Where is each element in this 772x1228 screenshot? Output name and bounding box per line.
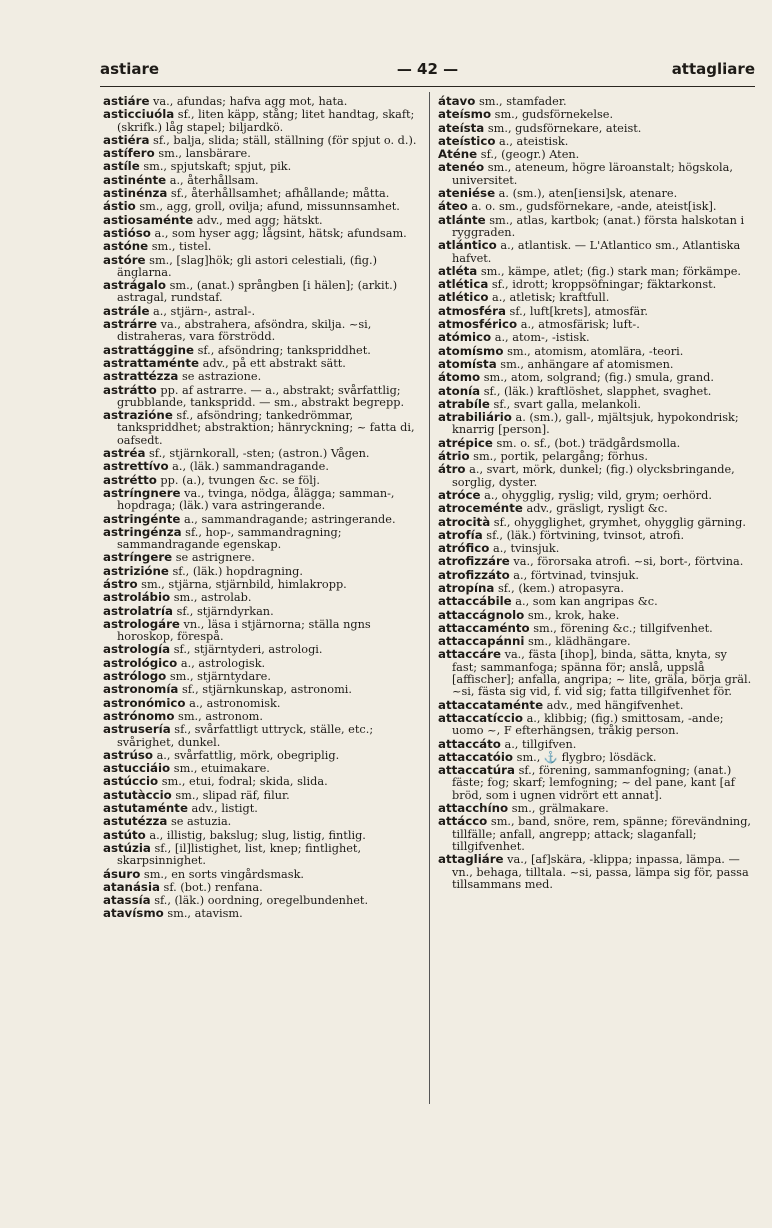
dictionary-entry: [103, 187, 420, 200]
headword: astrazióne: [103, 408, 173, 423]
headword: atrocità: [438, 514, 491, 529]
dictionary-entry: [438, 502, 755, 515]
dictionary-entry: [103, 710, 420, 723]
headword: atmosféra: [438, 303, 506, 318]
definition: sf., afsöndring; tankedrömmar, tankspriddhet; abstraktion; hänryckning; ~ fatta di, oafsedt.: [117, 409, 415, 447]
dictionary-entry: [103, 318, 420, 344]
definition: sm., atavism.: [167, 907, 243, 921]
definition: sm., kämpe, atlet; (fig.) stark man; förkämpe.: [480, 264, 742, 278]
headword: atrabiliário: [438, 410, 512, 425]
definition: sm., anhängare af atomismen.: [500, 357, 674, 371]
dictionary-entry: [438, 358, 755, 371]
definition: a., illistig, bakslug; slug, listig, fintlig.: [149, 828, 366, 842]
definition: sm., astrolab.: [173, 591, 252, 605]
dictionary-entry: [103, 881, 420, 894]
headword: astrettívo: [103, 459, 169, 474]
headword: astutàccio: [103, 787, 172, 802]
dictionary-entry: [103, 134, 420, 147]
headword: atrépice: [438, 435, 493, 450]
dictionary-entry: [103, 227, 420, 240]
definition: sf., hop-, sammandragning; sammandragande egenskap.: [117, 525, 342, 552]
headword: astúccio: [103, 774, 159, 789]
headword: astronómico: [103, 695, 186, 710]
dictionary-entry: [438, 371, 755, 384]
definition: va., tvinga, nödga, ålägga; samman-, hopdraga; (läk.) vara astringerande.: [117, 486, 395, 513]
definition: sm., agg, groll, ovilja; afund, missunnsamhet.: [139, 200, 400, 214]
definition: sf., stjärntyderi, astrologi.: [173, 643, 323, 657]
definition: a., ateistisk.: [499, 134, 569, 148]
dictionary-entry: [438, 95, 755, 108]
definition: sf., förening, sammanfogning; (anat.) fäste; fog; skarf; lemfogning; ~ del pane, kant [af bröd, som i ugnen vidrört ett annat].: [452, 764, 735, 802]
left-column: [103, 95, 420, 921]
headword: astrológico: [103, 655, 178, 670]
definition: adv., med agg; hätskt.: [196, 213, 323, 227]
definition: sm., stjärntydare.: [169, 670, 271, 684]
headword: astúzia: [103, 840, 151, 855]
headword: astífero: [103, 146, 155, 161]
definition: sf., svårfattligt uttryck, ställe, etc.; svårighet, dunkel.: [117, 723, 374, 749]
dictionary-entry: [103, 802, 420, 815]
headword: astringénte: [103, 511, 181, 526]
headword: atlética: [438, 277, 489, 292]
definition: a., stjärn-, astral-.: [153, 304, 256, 318]
definition: sm., atomism, atomlära, -teori.: [507, 344, 684, 358]
headword: astrattággine: [103, 342, 194, 357]
headword: astríngnere: [103, 485, 181, 500]
headword: atmosférico: [438, 317, 518, 332]
dictionary-entry: [103, 384, 420, 410]
definition: va., [af]skära, -klippa; inpassa, lämpa. — vn., behaga, tilltala. ~si, passa, lämpa sig för, passa tillsammans med.: [452, 853, 749, 891]
definition: a., ohygglig, ryslig; vild, grym; oerhörd.: [484, 488, 712, 502]
headword: attaccataménte: [438, 697, 544, 712]
header-rule: [100, 86, 755, 87]
definition: va., afundas; hafva agg mot, hata.: [153, 95, 348, 108]
definition: a., atletisk; kraftfull.: [492, 291, 610, 305]
headword: astrizióne: [103, 563, 169, 578]
dictionary-entry: [438, 635, 755, 648]
headword: attacchíno: [438, 801, 509, 816]
definition: sf., stjärndyrkan.: [176, 604, 274, 618]
headword: astronomía: [103, 682, 179, 697]
headword: astrólogo: [103, 669, 167, 684]
headword: atroceménte: [438, 501, 523, 516]
column-divider: [429, 92, 430, 1104]
definition: sm., [slag]hök; gli astori celestiali, (fig.) änglarna.: [117, 253, 378, 279]
definition: sm., gudsförnekelse.: [494, 108, 614, 122]
dictionary-entry: [438, 398, 755, 411]
dictionary-entry: [103, 409, 420, 447]
definition: pp. (a.), tvungen &c. se följ.: [160, 473, 320, 487]
definition: a., förtvinad, tvinsjuk.: [513, 568, 639, 582]
headword: astúto: [103, 827, 146, 842]
definition: sf., (geogr.) Aten.: [480, 148, 580, 162]
headword: atomísmo: [438, 343, 504, 358]
dictionary-entry: [438, 200, 755, 213]
dictionary-entry: [438, 815, 755, 853]
page-number: — 42 —: [396, 60, 459, 78]
definition: sf., [il]listighet, list, knep; fintlighet, skarpsinnighet.: [117, 841, 362, 868]
headword: attaccábile: [438, 594, 512, 609]
headword: atenéo: [438, 160, 485, 175]
dictionary-entry: [103, 565, 420, 578]
definition: sm., stamfader.: [478, 95, 567, 108]
headword: atrofizzáre: [438, 554, 510, 569]
dictionary-entry: [438, 489, 755, 502]
dictionary-entry: [438, 239, 755, 265]
definition: sf., idrott; kroppsöfningar; fäktarkonst.: [491, 278, 717, 292]
definition: sf., luft[krets], atmosfär.: [509, 304, 649, 318]
dictionary-entry: [438, 291, 755, 304]
headword: ateísmo: [438, 107, 492, 122]
definition: sf., afsöndring; tankspriddhet.: [197, 343, 371, 357]
dictionary-entry: [103, 789, 420, 802]
dictionary-entry: [438, 648, 755, 698]
definition: sm., klädhängare.: [528, 635, 631, 649]
headword: attácco: [438, 814, 488, 829]
headword: atléta: [438, 263, 478, 278]
definition: a., återhållsam.: [169, 173, 259, 187]
headword: atanásia: [103, 879, 160, 894]
headword: ateístico: [438, 133, 496, 148]
headword: atrabíle: [438, 396, 490, 411]
dictionary-entry: [103, 487, 420, 513]
dictionary-entry: [438, 385, 755, 398]
definition: sm., grälmakare.: [511, 802, 609, 816]
headword: atlántico: [438, 238, 497, 253]
dictionary-entry: [438, 516, 755, 529]
headword: attaccapánni: [438, 634, 525, 649]
dictionary-entry: [103, 147, 420, 160]
dictionary-entry: [103, 775, 420, 788]
headword: astucciáio: [103, 761, 171, 776]
definition: sf., (läk.) förtvining, tvinsot, atrofi.: [486, 528, 685, 542]
dictionary-entry: [438, 622, 755, 635]
definition: sf., stjärnkorall, -sten; (astron.) Vågen.: [149, 447, 370, 461]
definition: a., astrologisk.: [180, 656, 266, 670]
dictionary-entry: [438, 555, 755, 568]
page-header: [100, 60, 755, 84]
dictionary-entry: [438, 699, 755, 712]
dictionary-entry: [438, 738, 755, 751]
dictionary-entry: [103, 762, 420, 775]
headword: atrófico: [438, 541, 490, 556]
definition: a., atlantisk. — L'Atlantico sm., Atlantiska hafvet.: [452, 239, 741, 265]
definition: sm., (anat.) språngben [i hälen]; (arkit.) astragal, rundstaf.: [117, 279, 398, 305]
dictionary-entry: [103, 670, 420, 683]
headword: astinénza: [103, 186, 168, 201]
dictionary-entry: [103, 749, 420, 762]
headword: astringénza: [103, 524, 182, 539]
headword: attaccágnolo: [438, 607, 525, 622]
dictionary-entry: [103, 526, 420, 552]
definition: sf., (läk.) kraftlöshet, slapphet, svaghet.: [483, 384, 712, 398]
definition: a., astronomisk.: [189, 696, 281, 710]
definition: sm., förening &c.; tillgifvenhet.: [533, 621, 713, 635]
dictionary-entry: [103, 907, 420, 920]
headword: astrattaménte: [103, 355, 199, 370]
headword: atassía: [103, 893, 151, 908]
definition: sf., (läk.) oordning, oregelbundenhet.: [154, 894, 369, 908]
definition: sm., portik, pelargång; förhus.: [473, 450, 648, 464]
headword: astrétto: [103, 472, 157, 487]
dictionary-entry: [103, 214, 420, 227]
definition: a., svart, mörk, dunkel; (fig.) olycksbringande, sorglig, dyster.: [452, 463, 735, 489]
dictionary-entry: [438, 278, 755, 291]
headword: atavísmo: [103, 906, 164, 921]
definition: a. (sm.), gall-, mjältsjuk, hypokondrisk; knarrig [person].: [452, 411, 739, 437]
definition: adv., gräsligt, rysligt &c.: [526, 502, 668, 516]
definition: sf., (läk.) hopdragning.: [172, 564, 303, 578]
dictionary-entry: [103, 551, 420, 564]
definition: va., fästa [ihop], binda, sätta, knyta, sy fast; sammanfoga; spänna för; anslå, uppslå [affischer]; anfalla, angripa; ~ lite, gräla, börja gräl. ~si, fästa sig vid, f. vid sig; fatta tillgifvenhet för.: [452, 648, 752, 699]
definition: adv., listigt.: [191, 802, 258, 816]
headword: attaccaménto: [438, 620, 530, 635]
headword: atrofía: [438, 527, 483, 542]
headword: atlético: [438, 290, 489, 305]
headword: ateísta: [438, 120, 485, 135]
headword: attagliáre: [438, 852, 504, 867]
definition: a. (sm.), aten[iensi]sk, atenare.: [498, 187, 678, 201]
definition: a., klibbig; (fig.) smittosam, -ande; uomo ~, F efterhängsen, tråkig person.: [452, 711, 724, 738]
headword: ástio: [103, 199, 136, 214]
definition: a., (läk.) sammandragande.: [172, 460, 329, 474]
dictionary-entry: [438, 463, 755, 489]
right-column: [438, 95, 755, 891]
dictionary-entry: [103, 240, 420, 253]
dictionary-entry: [103, 474, 420, 487]
definition: vn., läsa i stjärnorna; ställa ngns horoskop, förespå.: [117, 617, 371, 644]
dictionary-entry: [438, 214, 755, 240]
headword: atómico: [438, 330, 492, 345]
headword: Aténe: [438, 147, 478, 162]
headword: atonía: [438, 383, 481, 398]
dictionary-entry: [103, 842, 420, 868]
dictionary-entry: [103, 370, 420, 383]
dictionary-entry: [103, 723, 420, 749]
definition: sf., stjärnkunskap, astronomi.: [181, 683, 352, 697]
headword: astrattézza: [103, 369, 179, 384]
headword: astrágalo: [103, 278, 166, 293]
dictionary-entry: [438, 764, 755, 802]
dictionary-entry: [103, 447, 420, 460]
definition: sf., liten käpp, stång; litet handtag, skaft; (skrifk.) låg stapel; biljardkö.: [117, 108, 415, 134]
headword: astríngere: [103, 550, 173, 565]
definition: a., som kan angripas &c.: [515, 595, 658, 609]
definition: sf., återhållsamhet; afhållande; måtta.: [170, 187, 390, 201]
dictionary-entry: [438, 148, 755, 161]
dictionary-entry: [103, 578, 420, 591]
definition: a. o. sm., gudsförnekare, -ande, ateist[isk].: [471, 200, 717, 214]
dictionary-entry: [438, 542, 755, 555]
dictionary-entry: [438, 712, 755, 738]
dictionary-entry: [438, 437, 755, 450]
dictionary-entry: [103, 618, 420, 644]
headword: attaccatúra: [438, 763, 515, 778]
definition: sf., (kem.) atropasyra.: [497, 581, 624, 595]
dictionary-entry: [103, 868, 420, 881]
dictionary-entry: [438, 187, 755, 200]
dictionary-entry: [438, 331, 755, 344]
definition: se astuzia.: [170, 815, 232, 829]
headword: átomo: [438, 370, 481, 385]
dictionary-entry: [103, 829, 420, 842]
definition: sf., svart galla, melankoli.: [493, 397, 641, 411]
dictionary-entry: [103, 815, 420, 828]
definition: a., tillgifven.: [504, 737, 577, 751]
dictionary-entry: [103, 108, 420, 134]
dictionary-entry: [438, 802, 755, 815]
definition: sm., atlas, kartbok; (anat.) första halskotan i ryggraden.: [452, 213, 745, 239]
dictionary-entry: [103, 513, 420, 526]
headword: asticciuóla: [103, 107, 175, 122]
definition: sm., astronom.: [178, 709, 263, 723]
dictionary-entry: [438, 305, 755, 318]
headword: astrónomo: [103, 708, 175, 723]
headword: ásuro: [103, 866, 141, 881]
headword: astrologáre: [103, 616, 180, 631]
headword: atropína: [438, 580, 495, 595]
dictionary-entry: [103, 683, 420, 696]
headword: átrio: [438, 449, 470, 464]
definition: sm. o. sf., (bot.) trädgårdsmolla.: [496, 436, 681, 450]
left-guide-word: astiare: [100, 60, 160, 78]
definition: a., atom-, -istisk.: [494, 331, 590, 345]
dictionary-entry: [438, 751, 755, 764]
dictionary-entry: [438, 609, 755, 622]
dictionary-entry: [438, 411, 755, 437]
headword: atrofizzáto: [438, 567, 510, 582]
dictionary-entry: [103, 894, 420, 907]
headword: astrárre: [103, 317, 158, 332]
definition: sm., lansbärare.: [158, 147, 251, 161]
definition: a., tvinsjuk.: [492, 542, 560, 556]
headword: astiosaménte: [103, 212, 194, 227]
dictionary-entry: [103, 344, 420, 357]
definition: a., sammandragande; astringerande.: [183, 512, 396, 526]
headword: attaccáto: [438, 736, 501, 751]
definition: se astrignere.: [175, 551, 255, 565]
headword: attaccatóio: [438, 749, 514, 764]
definition: sm., spjutskaft; spjut, pik.: [143, 160, 292, 174]
headword: astrolábio: [103, 590, 171, 605]
headword: ástro: [103, 576, 138, 591]
dictionary-entry: [103, 357, 420, 370]
dictionary-entry: [103, 160, 420, 173]
definition: va., abstrahera, afsöndra, skilja. ~si, distraheras, vara förströdd.: [117, 318, 372, 344]
definition: sm., band, snöre, rem, spänne; förevändning, tillfälle; anfall, angrepp; attack; slaganfall; tillgifvenhet.: [452, 815, 752, 853]
dictionary-entry: [103, 591, 420, 604]
definition: sm., ateneum, högre läroanstalt; högskola, universitet.: [452, 161, 733, 187]
dictionary-entry: [438, 582, 755, 595]
dictionary-entry: [438, 122, 755, 135]
definition: sm., stjärna, stjärnbild, himlakropp.: [141, 577, 347, 591]
headword: atomísta: [438, 356, 497, 371]
definition: sm., atom, solgrand; (fig.) smula, grand.: [483, 371, 714, 385]
right-guide-word: attagliare: [671, 60, 755, 78]
dictionary-entry: [438, 450, 755, 463]
dictionary-entry: [103, 460, 420, 473]
headword: astrúso: [103, 747, 153, 762]
dictionary-entry: [438, 853, 755, 891]
definition: a., svårfattlig, mörk, obegriplig.: [156, 748, 340, 762]
dictionary-entry: [438, 135, 755, 148]
definition: sm., etui, fodral; skida, slida.: [161, 775, 328, 789]
headword: astíle: [103, 159, 140, 174]
headword: astréa: [103, 446, 146, 461]
definition: adv., på ett abstrakt sätt.: [202, 356, 346, 370]
definition: va., förorsaka atrofi. ~si, bort-, förtvina.: [513, 555, 744, 569]
headword: astiéra: [103, 132, 150, 147]
dictionary-entry: [103, 657, 420, 670]
definition: sm., ⚓ flygbro; lösdäck.: [516, 750, 657, 764]
headword: astrusería: [103, 722, 171, 737]
headword: ateniése: [438, 186, 496, 201]
headword: attaccatíccio: [438, 710, 523, 725]
definition: a., atmosfärisk; luft-.: [520, 318, 640, 332]
headword: atróce: [438, 487, 481, 502]
dictionary-entry: [103, 605, 420, 618]
definition: sm., en sorts vingårdsmask.: [143, 867, 305, 881]
headword: átro: [438, 462, 466, 477]
definition: sm., etuimakare.: [173, 762, 270, 776]
headword: astóre: [103, 252, 146, 267]
headword: astutaménte: [103, 801, 188, 816]
definition: sm., slipad räf, filur.: [175, 788, 290, 802]
dictionary-entry: [438, 345, 755, 358]
dictionary-entry: [438, 108, 755, 121]
definition: sm., tistel.: [151, 240, 212, 254]
headword: astrátto: [103, 382, 157, 397]
headword: áteo: [438, 199, 468, 214]
headword: astinénte: [103, 172, 167, 187]
definition: sf., balja, slida; ställ, ställning (för spjut o. d.).: [153, 133, 417, 147]
dictionary-entry: [103, 279, 420, 305]
definition: sf. (bot.) renfana.: [163, 880, 263, 894]
dictionary-entry: [438, 569, 755, 582]
definition: adv., med hängifvenhet.: [546, 698, 684, 712]
dictionary-entry: [438, 529, 755, 542]
definition: pp. af astrarre. — a., abstrakt; svårfattlig; grubblande, tankspridd. — sm., abstrakt begrepp.: [117, 383, 405, 409]
dictionary-entry: [103, 200, 420, 213]
definition: sm., gudsförnekare, ateist.: [487, 121, 642, 135]
headword: astutézza: [103, 814, 168, 829]
headword: astiáre: [103, 94, 150, 108]
headword: astrolatría: [103, 603, 174, 618]
dictionary-entry: [103, 305, 420, 318]
headword: astóne: [103, 239, 149, 254]
headword: astrále: [103, 303, 150, 318]
definition: se astrazione.: [181, 370, 262, 384]
dictionary-entry: [438, 265, 755, 278]
dictionary-entry: [438, 161, 755, 187]
headword: atlánte: [438, 212, 486, 227]
dictionary-entry: [103, 697, 420, 710]
definition: sm., krok, hake.: [527, 608, 620, 622]
dictionary-entry: [103, 95, 420, 108]
dictionary-entry: [438, 595, 755, 608]
definition: a., som hyser agg; lågsint, hätsk; afundsam.: [154, 226, 407, 240]
headword: átavo: [438, 94, 476, 108]
definition: sf., ohygglighet, grymhet, ohygglig gärning.: [493, 515, 746, 529]
dictionary-entry: [103, 643, 420, 656]
dictionary-entry: [438, 318, 755, 331]
dictionary-entry: [103, 254, 420, 280]
dictionary-entry: [103, 174, 420, 187]
headword: astióso: [103, 225, 151, 240]
headword: astrología: [103, 642, 171, 657]
headword: attaccáre: [438, 647, 501, 662]
